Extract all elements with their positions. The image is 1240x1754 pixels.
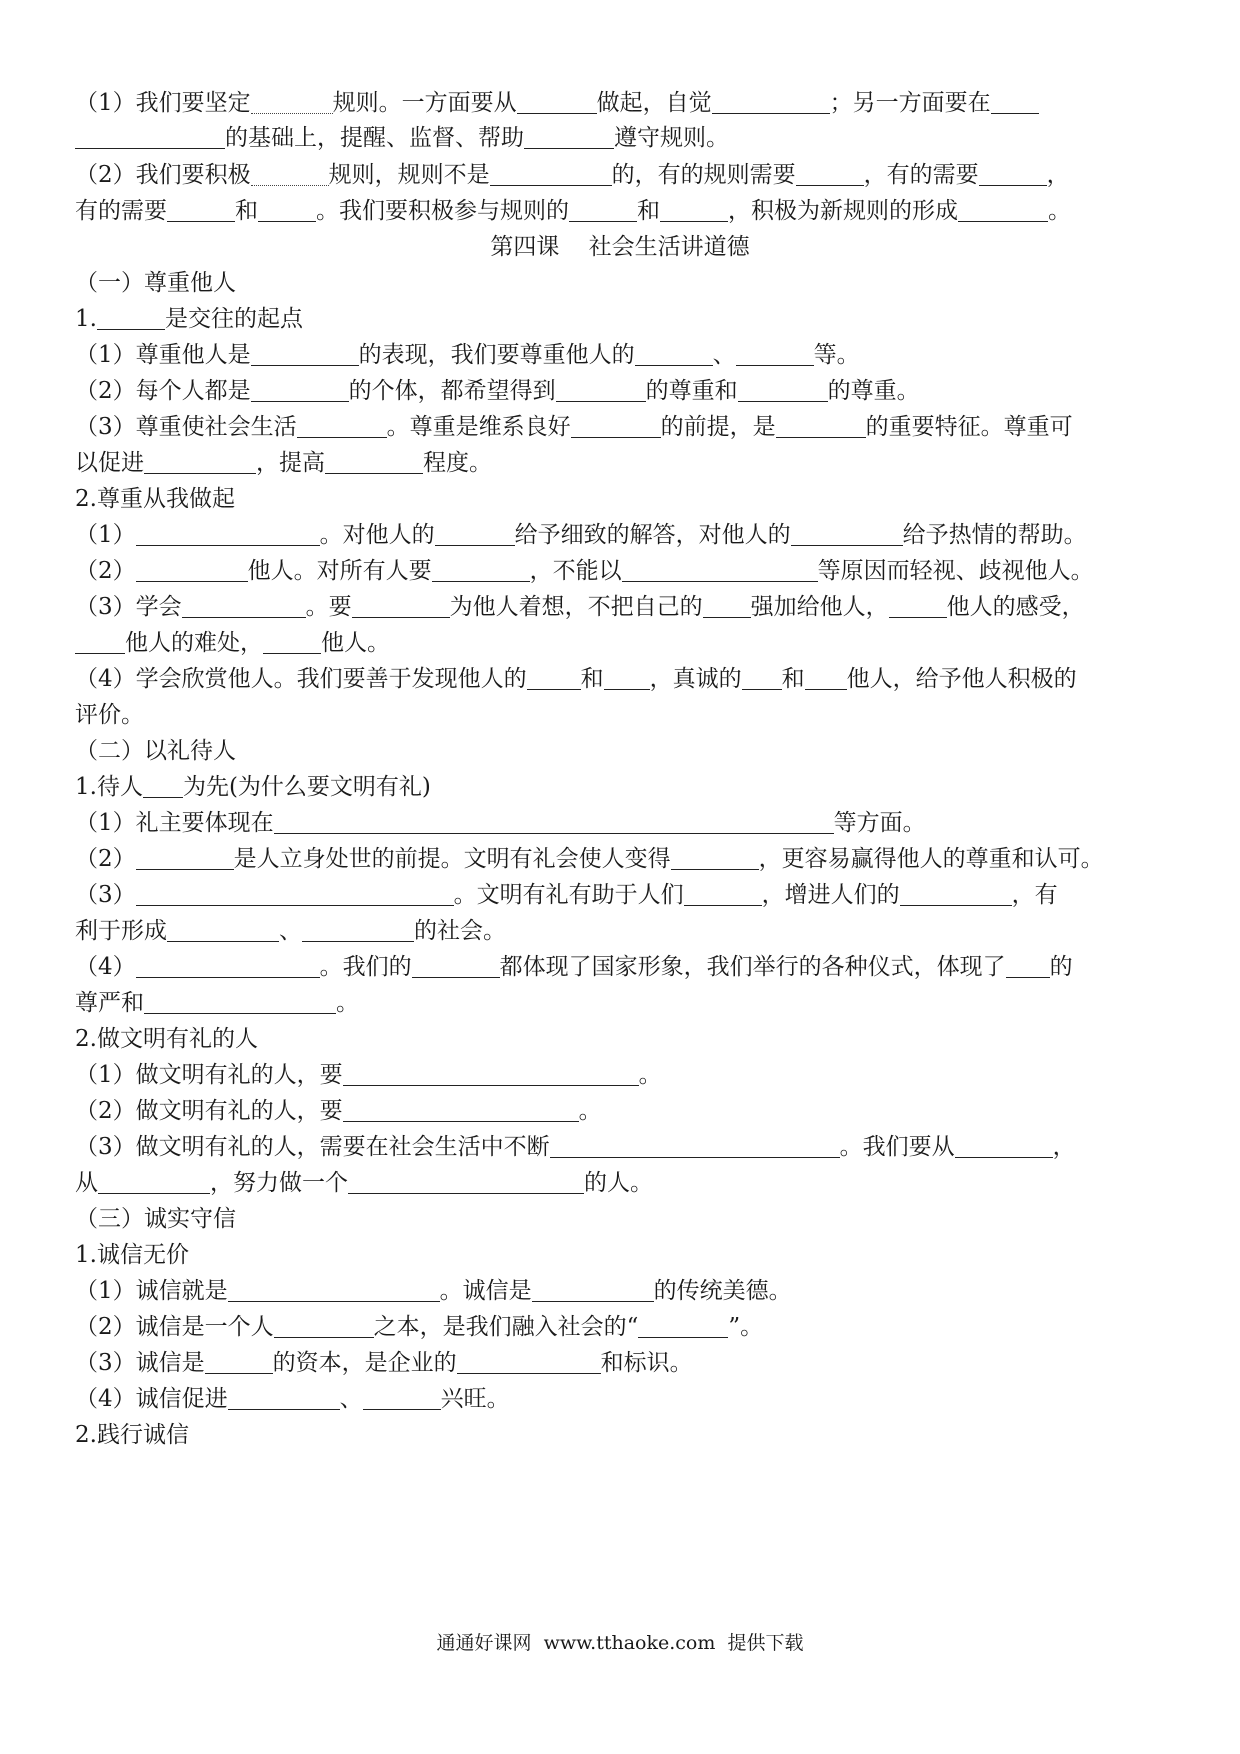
text: ，: [1052, 1134, 1076, 1160]
blank[interactable]: [263, 631, 321, 654]
blank[interactable]: [432, 559, 530, 582]
text: （1）尊重他人是: [75, 342, 251, 368]
text: 从: [75, 1170, 98, 1196]
section-heading: （一）尊重他人: [75, 270, 236, 296]
rule-line-3: [75, 160, 1175, 190]
blank[interactable]: [435, 523, 515, 546]
text: 都体现了国家形象，我们举行的各种仪式，体现了: [499, 954, 1006, 980]
blank[interactable]: [991, 91, 1039, 114]
blank[interactable]: [958, 199, 1048, 222]
item-line: [75, 628, 1175, 658]
blank[interactable]: [796, 163, 864, 186]
text: 规则，规则不是: [328, 162, 490, 188]
blank[interactable]: [363, 1387, 441, 1410]
blank[interactable]: [638, 1315, 728, 1338]
blank[interactable]: [75, 631, 125, 654]
text: （1）做文明有礼的人，要: [75, 1062, 343, 1088]
blank[interactable]: [517, 91, 597, 114]
text: 兴旺。: [440, 1386, 510, 1412]
text: 的: [1049, 954, 1073, 980]
blank[interactable]: [167, 199, 235, 222]
blank[interactable]: [205, 1351, 273, 1374]
text: 和标识。: [600, 1350, 693, 1376]
item-line: [75, 1132, 1175, 1162]
blank[interactable]: [684, 883, 762, 906]
blank[interactable]: [348, 1171, 584, 1194]
blank[interactable]: [136, 523, 320, 546]
text: ，积极为新规则的形成: [728, 198, 958, 224]
text: ，真诚的: [649, 666, 742, 692]
text: 强加给他人，: [750, 594, 889, 620]
blank[interactable]: [167, 919, 279, 942]
blank[interactable]: [251, 379, 349, 402]
text: 给予热情的帮助。: [902, 522, 1087, 548]
text: 程度。: [423, 450, 492, 476]
text: 是人立身处世的前提。文明有礼会使人变得: [233, 846, 671, 872]
item-line: [75, 1312, 1175, 1342]
lesson-title: 第四课 社会生活讲道德: [490, 234, 750, 260]
blank[interactable]: [144, 451, 256, 474]
text: 的表现，我们要尊重他人的: [358, 342, 635, 368]
text: （1）我们要坚定: [75, 90, 251, 116]
text: 为他人着想，不把自己的: [449, 594, 703, 620]
text: （1）: [75, 522, 136, 548]
blank[interactable]: [569, 199, 637, 222]
text: （4）诚信促进: [75, 1386, 228, 1412]
point-heading: 2.做文明有礼的人: [75, 1026, 258, 1052]
blank[interactable]: [556, 379, 646, 402]
blank[interactable]: [532, 1279, 654, 1302]
item-line: [75, 412, 1175, 442]
text: 和: [781, 666, 805, 692]
section-heading: （二）以礼待人: [75, 738, 236, 764]
blank[interactable]: [182, 595, 306, 618]
item-line: [75, 880, 1175, 910]
point-heading: 2.践行诚信: [75, 1422, 189, 1448]
text: 给予细致的解答，对他人的: [514, 522, 791, 548]
text: 。要: [305, 594, 352, 620]
text: 的重要特征。尊重可: [865, 414, 1073, 440]
text: 等原因而轻视、歧视他人。: [817, 558, 1094, 584]
item-line: [75, 376, 1175, 406]
text: （1）礼主要体现在: [75, 810, 274, 836]
blank[interactable]: [703, 595, 751, 618]
blank[interactable]: [527, 667, 581, 690]
point-heading: 1.诚信无价: [75, 1242, 189, 1268]
blank[interactable]: [325, 451, 423, 474]
point-heading: 2.尊重从我做起: [75, 486, 235, 512]
blank[interactable]: [98, 1171, 210, 1194]
text: （1）诚信就是: [75, 1278, 228, 1304]
text: 有的需要: [75, 198, 167, 224]
text: ，有的需要: [863, 162, 979, 188]
text: 的，有的规则需要: [611, 162, 796, 188]
blank[interactable]: [889, 595, 947, 618]
blank[interactable]: [791, 523, 903, 546]
text: 他人的难处，: [125, 630, 263, 656]
text: 1.待人: [75, 774, 143, 800]
text: 、: [339, 1386, 363, 1412]
blank[interactable]: [635, 343, 713, 366]
blank[interactable]: [274, 1315, 374, 1338]
blank[interactable]: [412, 955, 500, 978]
text: ”。: [728, 1314, 764, 1340]
item-line: [75, 664, 1175, 694]
item-line: 评价。: [75, 702, 144, 728]
blank[interactable]: [352, 595, 450, 618]
text: ，: [1046, 162, 1070, 188]
item-line: [75, 1168, 1175, 1198]
blank[interactable]: [955, 1135, 1053, 1158]
text: （2）诚信是一个人: [75, 1314, 274, 1340]
text: （3）尊重使社会生活: [75, 414, 297, 440]
item-line: [75, 952, 1175, 982]
blank[interactable]: [742, 667, 782, 690]
blank[interactable]: [550, 1135, 840, 1158]
text: 。我们的: [319, 954, 412, 980]
text: 。我们要积极参与规则的: [316, 198, 569, 224]
point-heading: [75, 772, 1175, 802]
blank[interactable]: [251, 163, 329, 186]
blank[interactable]: [251, 91, 333, 114]
text: 和: [580, 666, 604, 692]
text: 和: [235, 198, 258, 224]
text: 做起，自觉: [596, 90, 712, 116]
blank[interactable]: [524, 126, 614, 149]
item-line: [75, 1384, 1175, 1414]
text: （3）诚信是: [75, 1350, 205, 1376]
item-line: [75, 844, 1175, 874]
blank[interactable]: [805, 667, 847, 690]
text: 遵守规则。: [614, 125, 729, 151]
text: 。诚信是: [439, 1278, 532, 1304]
blank[interactable]: [274, 811, 834, 834]
text: 。尊重是维系良好: [386, 414, 571, 440]
blank[interactable]: [979, 163, 1047, 186]
text: 。: [1048, 198, 1071, 224]
blank[interactable]: [671, 847, 759, 870]
text: ；另一方面要在: [829, 90, 991, 116]
text: （2）: [75, 846, 136, 872]
blank[interactable]: [136, 847, 234, 870]
text: 他人的感受，: [946, 594, 1085, 620]
text: 之本，是我们融入社会的“: [373, 1314, 639, 1340]
item-line: [75, 340, 1175, 370]
blank[interactable]: [297, 415, 387, 438]
page-footer: 通通好课网 www.tthaoke.com 提供下载: [436, 1632, 804, 1654]
blank[interactable]: [343, 1063, 639, 1086]
text: 的传统美德。: [653, 1278, 792, 1304]
item-line: [75, 592, 1175, 622]
blank[interactable]: [136, 559, 248, 582]
text: 等。: [813, 342, 860, 368]
blank[interactable]: [900, 883, 1012, 906]
text: （2）做文明有礼的人，要: [75, 1098, 343, 1124]
text: 和: [637, 198, 660, 224]
text: 的社会。: [414, 918, 506, 944]
item-line: [75, 520, 1175, 550]
item-line: [75, 988, 1175, 1018]
text: 等方面。: [833, 810, 926, 836]
blank[interactable]: [738, 379, 828, 402]
text: 为先(为什么要文明有礼): [182, 774, 431, 800]
text: 。: [638, 1062, 662, 1088]
text: 、: [712, 342, 736, 368]
blank[interactable]: [228, 1279, 440, 1302]
text: 、: [279, 918, 302, 944]
text: 他人。: [321, 630, 390, 656]
text: 。文明有礼有助于人们: [453, 882, 684, 908]
text: 尊严和: [75, 990, 144, 1016]
blank[interactable]: [622, 559, 818, 582]
text: ，更容易赢得他人的尊重和认可。: [758, 846, 1104, 872]
blank[interactable]: [1006, 955, 1050, 978]
item-line: [75, 556, 1175, 586]
text: 的前提，是: [660, 414, 776, 440]
blank[interactable]: [343, 1099, 579, 1122]
blank[interactable]: [136, 883, 454, 906]
blank[interactable]: [143, 775, 183, 798]
section-heading: （三）诚实守信: [75, 1206, 236, 1232]
item-line: [75, 1348, 1175, 1378]
text: 。我们要从: [839, 1134, 955, 1160]
text: （3）: [75, 882, 136, 908]
item-line: [75, 448, 1175, 478]
text: 的人。: [584, 1170, 653, 1196]
item-line: [75, 1096, 1175, 1126]
text: （2）每个人都是: [75, 378, 251, 404]
blank[interactable]: [490, 163, 612, 186]
blank[interactable]: [604, 667, 650, 690]
text: 1.: [75, 306, 97, 332]
blank[interactable]: [736, 343, 814, 366]
text: 的个体，都希望得到: [348, 378, 556, 404]
text: 。: [336, 990, 359, 1016]
item-line: [75, 1276, 1175, 1306]
blank[interactable]: [97, 307, 165, 330]
text: 。: [578, 1098, 602, 1124]
text: ，努力做一个: [210, 1170, 348, 1196]
text: （4）: [75, 954, 136, 980]
item-line: [75, 916, 1175, 946]
text: 利于形成: [75, 918, 167, 944]
text: 是交往的起点: [164, 306, 303, 332]
blank[interactable]: [776, 415, 866, 438]
text: ，增进人们的: [761, 882, 900, 908]
item-line: [75, 1060, 1175, 1090]
text: 的尊重和: [645, 378, 738, 404]
text: 的基础上，提醒、监督、帮助: [225, 125, 524, 151]
text: 他人，给予他人积极的: [846, 666, 1077, 692]
text: ，提高: [256, 450, 325, 476]
blank[interactable]: [75, 126, 225, 149]
text: 的资本，是企业的: [272, 1350, 457, 1376]
blank[interactable]: [457, 1351, 601, 1374]
text: ，有: [1011, 882, 1058, 908]
point-heading: [75, 304, 1175, 334]
text: 的尊重。: [827, 378, 920, 404]
rule-line-2: [75, 123, 1175, 153]
text: （3）做文明有礼的人，需要在社会生活中不断: [75, 1134, 550, 1160]
text: （3）学会: [75, 594, 182, 620]
text: 以促进: [75, 450, 144, 476]
blank[interactable]: [258, 199, 316, 222]
blank[interactable]: [136, 955, 320, 978]
text: （2）我们要积极: [75, 162, 251, 188]
blank[interactable]: [571, 415, 661, 438]
text: （2）: [75, 558, 136, 584]
blank[interactable]: [144, 991, 336, 1014]
item-line: [75, 808, 1175, 838]
blank[interactable]: [251, 343, 359, 366]
text: 。对他人的: [319, 522, 435, 548]
blank[interactable]: [712, 91, 830, 114]
text: （4）学会欣赏他人。我们要善于发现他人的: [75, 666, 527, 692]
text: ，不能以: [529, 558, 622, 584]
blank[interactable]: [660, 199, 728, 222]
rule-line-1: [75, 88, 1175, 118]
blank[interactable]: [228, 1387, 340, 1410]
text: 规则。一方面要从: [332, 90, 517, 116]
blank[interactable]: [302, 919, 414, 942]
rule-line-4: [75, 196, 1175, 226]
text: 他人。对所有人要: [247, 558, 432, 584]
